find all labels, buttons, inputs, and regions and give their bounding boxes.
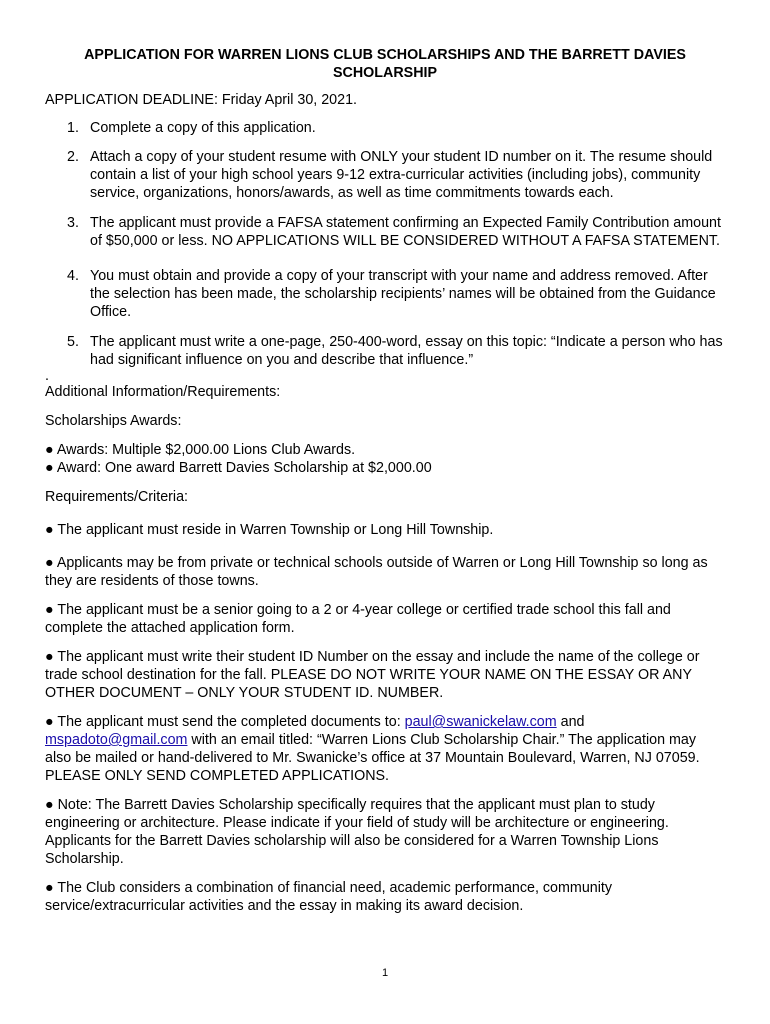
email-link-mspadoto[interactable]: mspadoto@gmail.com bbox=[45, 732, 188, 748]
barrett-davies-note: ● Note: The Barrett Davies Scholarship specifically requires that the applicant must plan to study engineering or architecture. Please indicate if your field of study will be architecture or engineering. Applicants for the Barrett Davies scholarship will also be considered for a Warren Township Lions Scholarship. bbox=[45, 797, 669, 867]
instruction-step-5 bbox=[45, 333, 725, 369]
additional-info-heading: Additional Information/Requirements: bbox=[45, 384, 281, 400]
instruction-step-2 bbox=[45, 148, 725, 202]
step-text: The applicant must provide a FAFSA statement confirming an Expected Family Contribution amount of $50,000 or less. NO APPLICATIONS WILL BE CONSIDERED WITHOUT A FAFSA STATEMENT. bbox=[90, 215, 721, 249]
step-number: 3. bbox=[67, 215, 79, 231]
page-title: APPLICATION FOR WARREN LIONS CLUB SCHOLARSHIPS AND THE BARRETT DAVIES SCHOLARSHIP bbox=[84, 47, 686, 81]
application-deadline: APPLICATION DEADLINE: Friday April 30, 2021. bbox=[45, 92, 358, 108]
instruction-step-3 bbox=[45, 214, 725, 250]
criteria-item: ● The applicant must reside in Warren Township or Long Hill Township. bbox=[45, 522, 494, 538]
criteria-item: ● Applicants may be from private or technical schools outside of Warren or Long Hill Township so long as they are residents of those towns. bbox=[45, 555, 708, 589]
step-number: 5. bbox=[67, 334, 79, 350]
send-suffix: with an email titled: “Warren Lions Club Scholarship Chair.” The application may also be mailed or hand-delivered to Mr. Swanicke’s office at 37 Mountain Boulevard, Warren, NJ 07059. PLEASE ONLY SEND COMPLETED APPLICATIONS. bbox=[45, 732, 700, 784]
submission-instructions bbox=[45, 713, 725, 785]
instructions-list bbox=[45, 119, 725, 369]
instruction-step-4 bbox=[45, 267, 725, 321]
criteria-heading: Requirements/Criteria: bbox=[45, 489, 189, 505]
step-number: 4. bbox=[67, 268, 79, 284]
step-number: 2. bbox=[67, 149, 79, 165]
awards-heading: Scholarships Awards: bbox=[45, 413, 182, 429]
awards-list bbox=[45, 441, 725, 477]
step-number: 1. bbox=[67, 120, 79, 136]
send-mid: and bbox=[556, 714, 585, 730]
step-text: Complete a copy of this application. bbox=[90, 120, 316, 136]
step-text: The applicant must write a one-page, 250-400-word, essay on this topic: “Indicate a person who has had significant influence on you and describe that influence.” bbox=[90, 334, 723, 368]
award-item: ● Awards: Multiple $2,000.00 Lions Club Awards. bbox=[45, 442, 356, 458]
criteria-item: ● The applicant must be a senior going to a 2 or 4-year college or certified trade school this fall and complete the attached application form. bbox=[45, 602, 671, 636]
step-text: You must obtain and provide a copy of your transcript with your name and address removed. After the selection has been made, the scholarship recipients’ names will be obtained from the Guidance Office. bbox=[90, 268, 716, 320]
award-item: ● Award: One award Barrett Davies Scholarship at $2,000.00 bbox=[45, 460, 432, 476]
award-decision-criteria: ● The Club considers a combination of financial need, academic performance, community service/extracurricular activities and the essay in making its award decision. bbox=[45, 880, 613, 914]
send-prefix: ● The applicant must send the completed documents to: bbox=[45, 714, 405, 730]
document-page bbox=[45, 46, 725, 915]
instruction-step-1 bbox=[45, 119, 725, 137]
criteria-item: ● The applicant must write their student ID Number on the essay and include the name of the college or trade school destination for the fall. PLEASE DO NOT WRITE YOUR NAME ON THE ESSAY OR ANY OTHER DOCUMENT – ONLY YOUR STUDENT ID. NUMBER. bbox=[45, 649, 700, 701]
email-link-paul[interactable]: paul@swanickelaw.com bbox=[404, 714, 557, 730]
step-text: Attach a copy of your student resume with ONLY your student ID number on it. The resume should contain a list of your high school years 9-12 extra-curricular activities (including jobs), community service, organizations, honors/awards, as well as time commitments towards each. bbox=[90, 149, 713, 201]
stray-dot: . bbox=[45, 368, 49, 384]
page-number: 1 bbox=[381, 967, 389, 979]
